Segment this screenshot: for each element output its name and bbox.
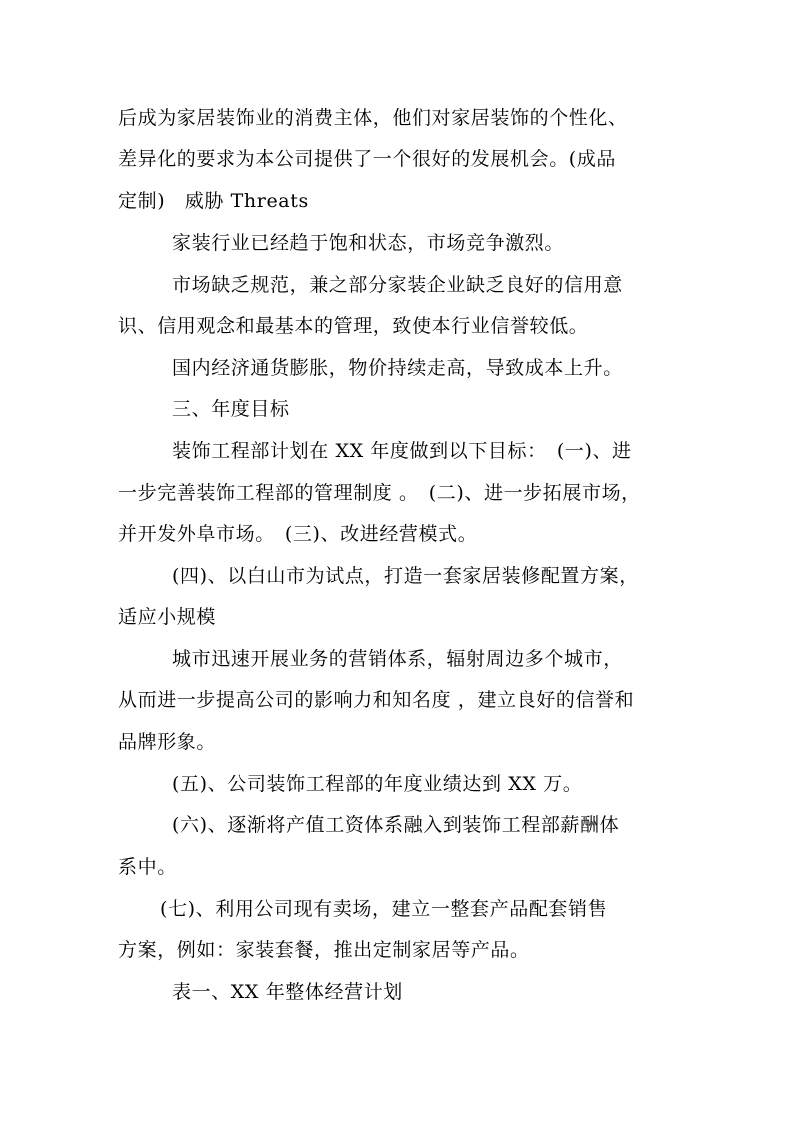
text-line: 从而进一步提高公司的影响力和知名度 ，建立良好的信誉和 [118, 689, 635, 711]
text-line: 品牌形象。 [118, 731, 217, 753]
text-line: (五)、公司装饰工程部的年度业绩达到 XX 万。 [172, 773, 583, 795]
table-caption: 表一、XX 年整体经营计划 [172, 981, 403, 1003]
text-line: (六)、逐渐将产值工资体系融入到装饰工程部薪酬体 [172, 814, 620, 836]
text-line: (四)、以白山市为试点，打造一套家居装修配置方案， [172, 565, 639, 587]
section-heading: 三、年度目标 [172, 398, 290, 420]
text-line: 后成为家居装饰业的消费主体，他们对家居装饰的个性化、 [118, 107, 628, 129]
text-line: 家装行业已经趋于饱和状态，市场竞争激烈。 [172, 232, 565, 254]
text-line: 方案，例如：家装套餐，推出定制家居等产品。 [118, 939, 530, 961]
text-line: 识、信用观念和最基本的管理，致使本行业信誉较低。 [118, 315, 589, 337]
text-line: 差异化的要求为本公司提供了一个很好的发展机会。(成品 [118, 148, 617, 170]
text-line: 城市迅速开展业务的营销体系，辐射周边多个城市， [172, 648, 623, 670]
text-line: 定制) 威胁 Threats [118, 190, 309, 212]
text-line: 市场缺乏规范，兼之部分家装企业缺乏良好的信用意 [172, 274, 623, 296]
text-line: 国内经济通货膨胀，物价持续走高，导致成本上升。 [172, 357, 623, 379]
text-line: 系中。 [118, 856, 177, 878]
text-line: 适应小规模 [118, 606, 217, 628]
text-line: (七)、利用公司现有卖场，建立一整套产品配套销售 [160, 898, 608, 920]
text-line: 并开发外阜市场。 (三)、改进经营模式。 [118, 523, 478, 545]
text-line: 装饰工程部计划在 XX 年度做到以下目标： (一)、进 [172, 440, 632, 462]
text-line: 一步完善装饰工程部的管理制度 。 (二)、进一步拓展市场， [118, 482, 641, 504]
